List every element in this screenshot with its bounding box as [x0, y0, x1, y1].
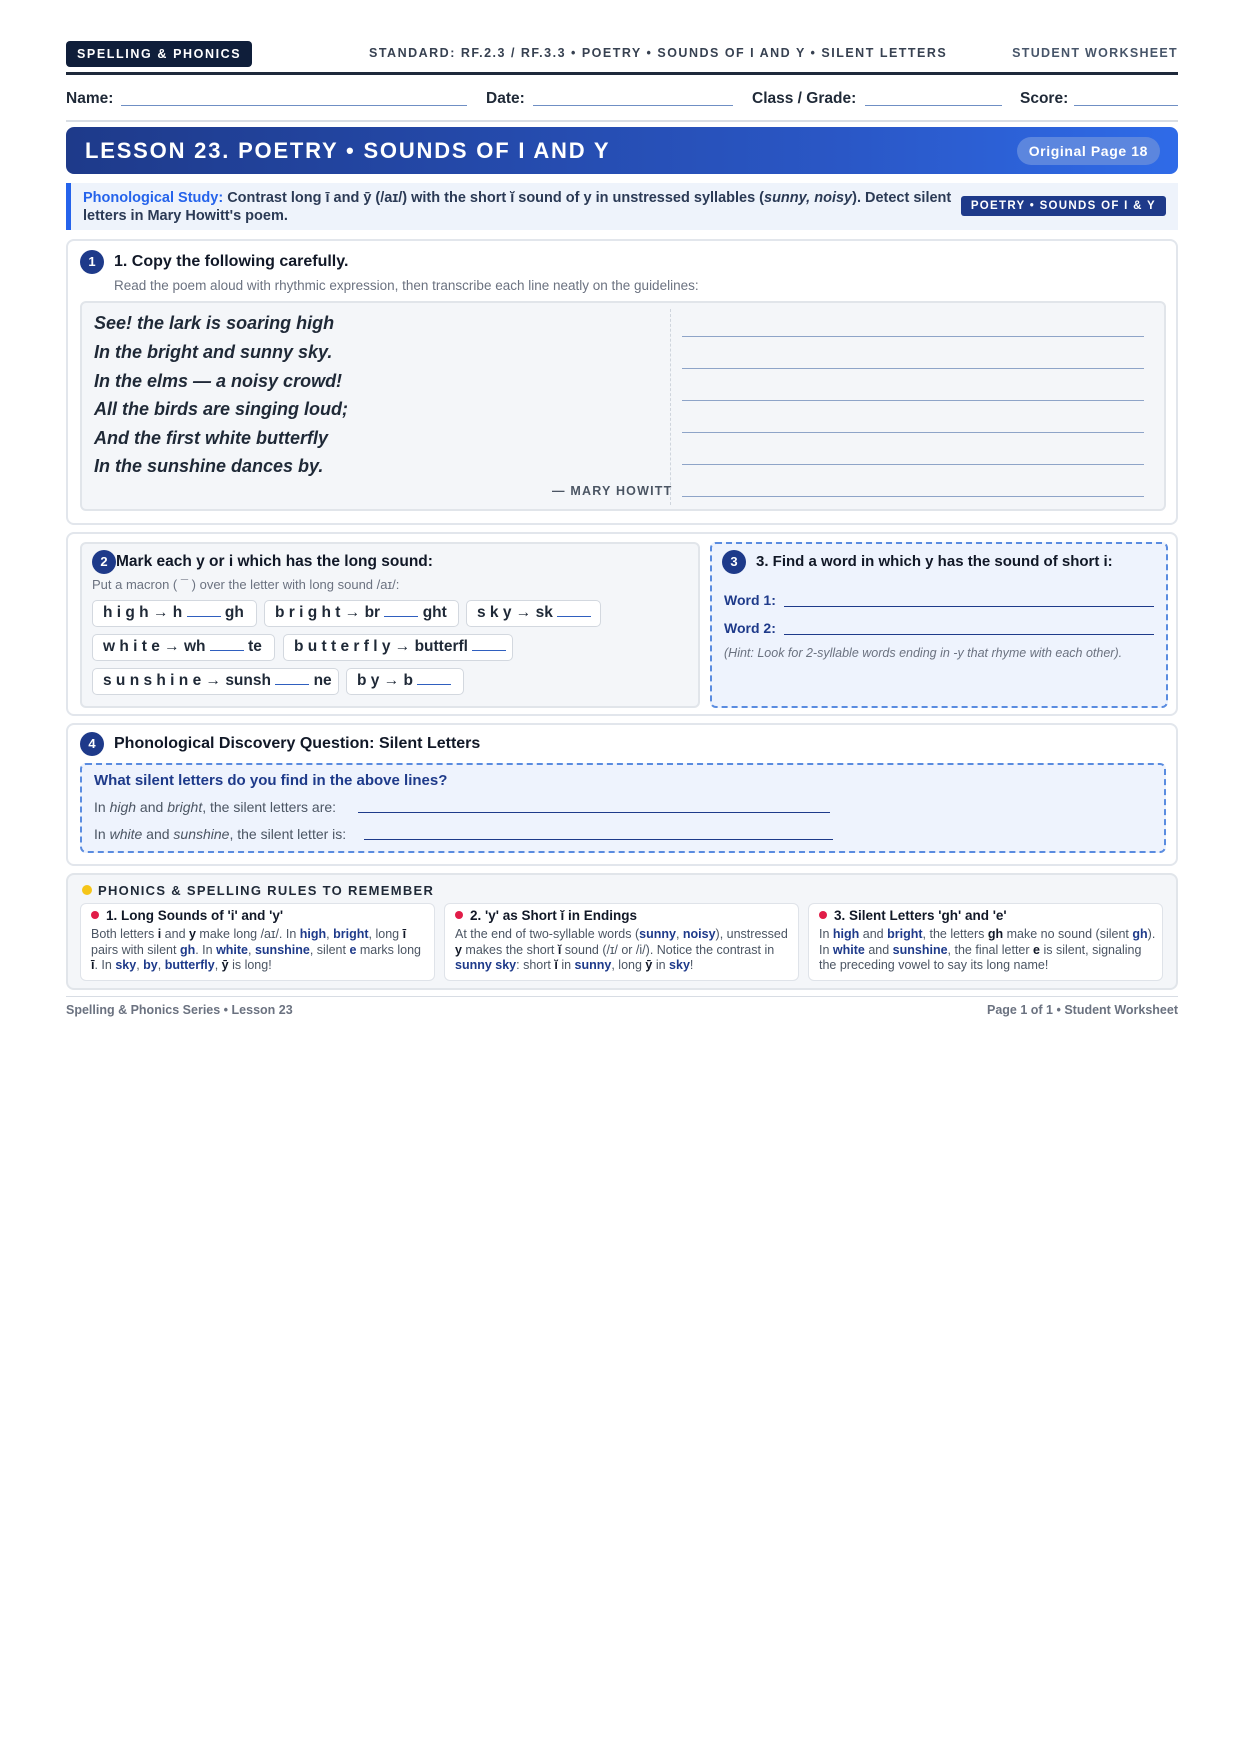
silent-letters-answer-2[interactable] [364, 839, 833, 840]
date-field[interactable] [533, 105, 733, 106]
word1-label: Word 1: [724, 592, 776, 608]
word-chip: h i g h → h gh [92, 600, 257, 627]
rule-title: 2. 'y' as Short ĭ in Endings [455, 908, 637, 923]
silent-letters-question: What silent letters do you find in the above lines? [94, 772, 448, 789]
rule-card-3 [808, 903, 1163, 981]
lesson-title: LESSON 23. POETRY • SOUNDS OF I AND Y [85, 138, 611, 163]
worksheet-label: STUDENT WORKSHEET [1012, 46, 1178, 60]
divider [670, 309, 671, 505]
question-instructions: Put a macron ( ¯ ) over the letter with long sound /aɪ/: [92, 577, 400, 592]
question-2-3-card [66, 532, 1178, 716]
copy-guideline[interactable] [682, 432, 1144, 433]
poem-line: In the bright and sunny sky. [94, 342, 333, 362]
poem-box [80, 301, 1166, 511]
rule-body: Both letters i and y make long /aɪ/. In high, bright, long ī pairs with silent gh. In white, sunshine, silent e marks long ī. In sky, by, butterfly, ȳ is long! [91, 927, 422, 972]
footer-series: Spelling & Phonics Series • Lesson 23 [66, 1003, 293, 1017]
student-fields [66, 75, 1178, 122]
answer-blank[interactable] [384, 601, 418, 617]
footer-page: Page 1 of 1 • Student Worksheet [987, 1003, 1178, 1017]
word-chip: b u t t e r f l y → butterfl [283, 634, 513, 661]
name-label: Name: [66, 90, 114, 107]
copy-guideline[interactable] [682, 368, 1144, 369]
word-chip: s u n s h i n e → sunsh ne [92, 668, 339, 695]
rules-panel [66, 873, 1178, 990]
copy-guideline[interactable] [682, 400, 1144, 401]
silent-letters-prompt-2: In white and sunshine, the silent letter is: [94, 826, 347, 842]
rule-card-1 [80, 903, 435, 981]
original-page-badge: Original Page 18 [1017, 137, 1160, 165]
lightbulb-icon [82, 885, 92, 895]
answer-blank[interactable] [557, 601, 591, 617]
word-chip: b r i g h t → br ght [264, 600, 459, 627]
poem-line: In the elms — a noisy crowd! [94, 371, 343, 391]
hint-text: (Hint: Look for 2-syllable words ending in -y that rhyme with each other). [724, 646, 1123, 660]
silent-letters-prompt-1: In high and bright, the silent letters are: [94, 799, 337, 815]
copy-guideline[interactable] [682, 336, 1144, 337]
answer-blank[interactable] [275, 669, 309, 685]
score-label: Score: [1020, 90, 1069, 107]
word2-label: Word 2: [724, 620, 776, 636]
question-3-box [710, 542, 1168, 708]
worksheet-page [66, 0, 1178, 1017]
rule-title: 1. Long Sounds of 'i' and 'y' [91, 908, 283, 923]
poem-line: In the sunshine dances by. [94, 456, 324, 476]
poem-line: All the birds are singing loud; [94, 399, 349, 419]
question-2-box [80, 542, 700, 708]
poem-author: — MARY HOWITT [552, 484, 673, 498]
date-label: Date: [486, 90, 525, 107]
name-field[interactable] [121, 105, 467, 106]
question-title: Mark each y or i which has the long sound: [116, 553, 433, 570]
question-4-card [66, 723, 1178, 866]
lesson-banner [66, 127, 1178, 174]
pin-icon [819, 911, 827, 919]
word-chip: s k y → sk [466, 600, 601, 627]
silent-letters-box [80, 763, 1166, 853]
brand-badge: SPELLING & PHONICS [66, 41, 252, 67]
study-text: Phonological Study: Contrast long ī and ȳ (/aɪ/) with the short ĭ sound of y in unstressed syllables (sunny, noisy). Detect silent letters in Mary Howitt's poem. [83, 190, 952, 224]
study-label: Phonological Study: [83, 190, 224, 206]
rule-body: In high and bright, the letters gh make no sound (silent gh). In white and sunshine, the final letter e is silent, signaling the preceding vowel to say its long name! [819, 927, 1156, 972]
question-number: 4 [80, 732, 104, 756]
study-tag: POETRY • SOUNDS OF I & Y [961, 196, 1166, 216]
score-field[interactable] [1074, 105, 1178, 106]
question-1-card [66, 239, 1178, 525]
poem-line: And the first white butterfly [94, 428, 328, 448]
standard-line: STANDARD: RF.2.3 / RF.3.3 • POETRY • SOUNDS OF I AND Y • SILENT LETTERS [369, 46, 948, 60]
footer-divider [66, 996, 1178, 997]
rules-heading: PHONICS & SPELLING RULES TO REMEMBER [82, 883, 434, 898]
copy-guideline[interactable] [682, 496, 1144, 497]
answer-blank[interactable] [187, 601, 221, 617]
answer-blank[interactable] [472, 635, 506, 651]
class-grade-field[interactable] [865, 105, 1002, 106]
word-chip: b y → b [346, 668, 464, 695]
class-grade-label: Class / Grade: [752, 90, 857, 107]
answer-blank[interactable] [210, 635, 244, 651]
word1-field[interactable] [784, 606, 1154, 607]
copy-guideline[interactable] [682, 464, 1144, 465]
header [66, 0, 1178, 75]
answer-blank[interactable] [417, 669, 451, 685]
pin-icon [91, 911, 99, 919]
question-instructions: Read the poem aloud with rhythmic expression, then transcribe each line neatly on the guidelines: [114, 278, 699, 293]
question-title: Phonological Discovery Question: Silent Letters [114, 735, 481, 752]
rule-card-2 [444, 903, 799, 981]
poem-line: See! the lark is soaring high [94, 313, 335, 333]
silent-letters-answer-1[interactable] [358, 812, 830, 813]
word2-field[interactable] [784, 634, 1154, 635]
question-number: 1 [80, 250, 104, 274]
question-title: 3. Find a word in which y has the sound of short i: [756, 553, 1113, 570]
rule-body: At the end of two-syllable words (sunny, noisy), unstressed y makes the short ĭ sound (/ɪ/ or /i/). Notice the contrast in sunny sky: short ĭ in sunny, long ȳ in sky! [455, 927, 788, 972]
question-number: 3 [722, 550, 746, 574]
question-number: 2 [92, 550, 116, 574]
question-title: 1. Copy the following carefully. [114, 253, 349, 270]
phonological-study [66, 183, 1178, 230]
word-chip: w h i t e → wh te [92, 634, 275, 661]
pin-icon [455, 911, 463, 919]
rule-title: 3. Silent Letters 'gh' and 'e' [819, 908, 1007, 923]
